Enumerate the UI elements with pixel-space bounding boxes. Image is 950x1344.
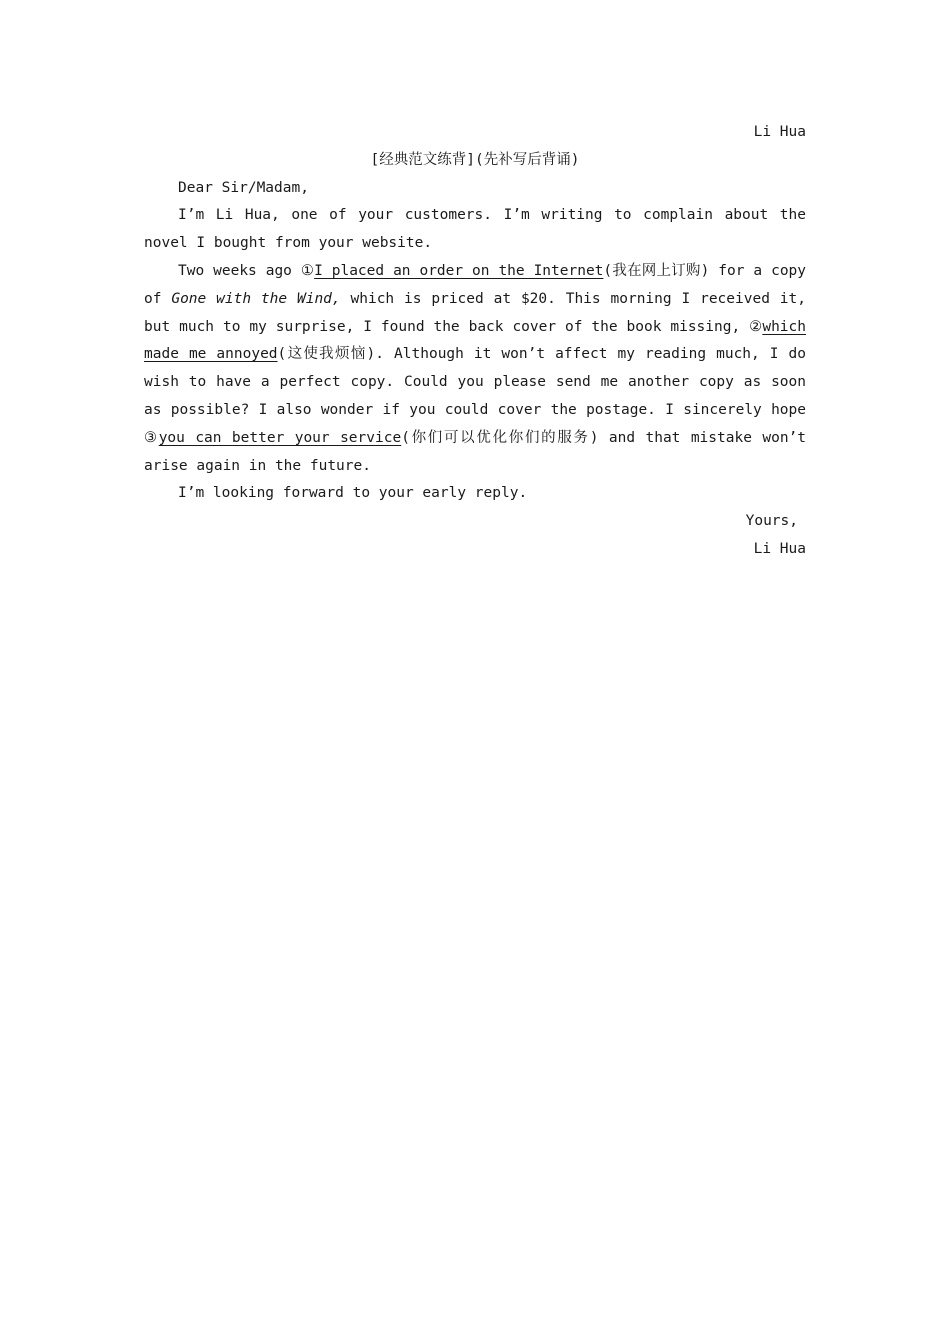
book-title: Gone with the Wind, — [171, 290, 341, 307]
blank-marker-1: ① — [300, 262, 315, 279]
blank-answer-2: which made me annoyed — [144, 318, 806, 363]
hint-2: (这使我烦恼) — [277, 346, 376, 363]
section-heading: [经典范文练背](先补写后背诵) — [370, 151, 580, 168]
blank-answer-1: I placed an order on the Internet — [314, 262, 604, 279]
hint-3: (你们可以优化你们的服务) — [401, 429, 599, 446]
blank-answer-3: you can better your service — [158, 429, 402, 446]
para2-text-4: . Although it won’t affect my reading much, I do wish to have a perfect copy. Could you please send me another copy as soon as possible? I also wonder if you could cover the postage. I sincerely hope — [144, 346, 806, 418]
blank-marker-3: ③ — [144, 429, 159, 446]
paragraph-3: I’m looking forward to your early reply. — [178, 485, 528, 502]
closing-block — [144, 508, 806, 564]
salutation: Dear Sir/Madam, — [178, 179, 309, 196]
blank-marker-2: ② — [749, 318, 763, 335]
top-signature: Li Hua — [753, 124, 806, 140]
document-page — [144, 119, 806, 564]
paragraph-2 — [144, 258, 806, 480]
para2-text-2: for a copy of — [144, 262, 807, 307]
para2-text-1: Two weeks ago — [178, 262, 301, 279]
hint-1: (我在网上订购) — [603, 262, 710, 279]
para2-text-5: and that mistake won’t arise again in the future. — [144, 429, 807, 474]
closing-name: Li Hua — [753, 540, 806, 557]
closing: Yours, — [745, 513, 798, 530]
para2-text-3: which is priced at $20. This morning I received it, but much to my surprise, I found the back cover of the book missing, — [144, 290, 806, 335]
paragraph-1: I’m Li Hua, one of your customers. I’m writing to complain about the novel I bought from your website. — [144, 207, 806, 252]
